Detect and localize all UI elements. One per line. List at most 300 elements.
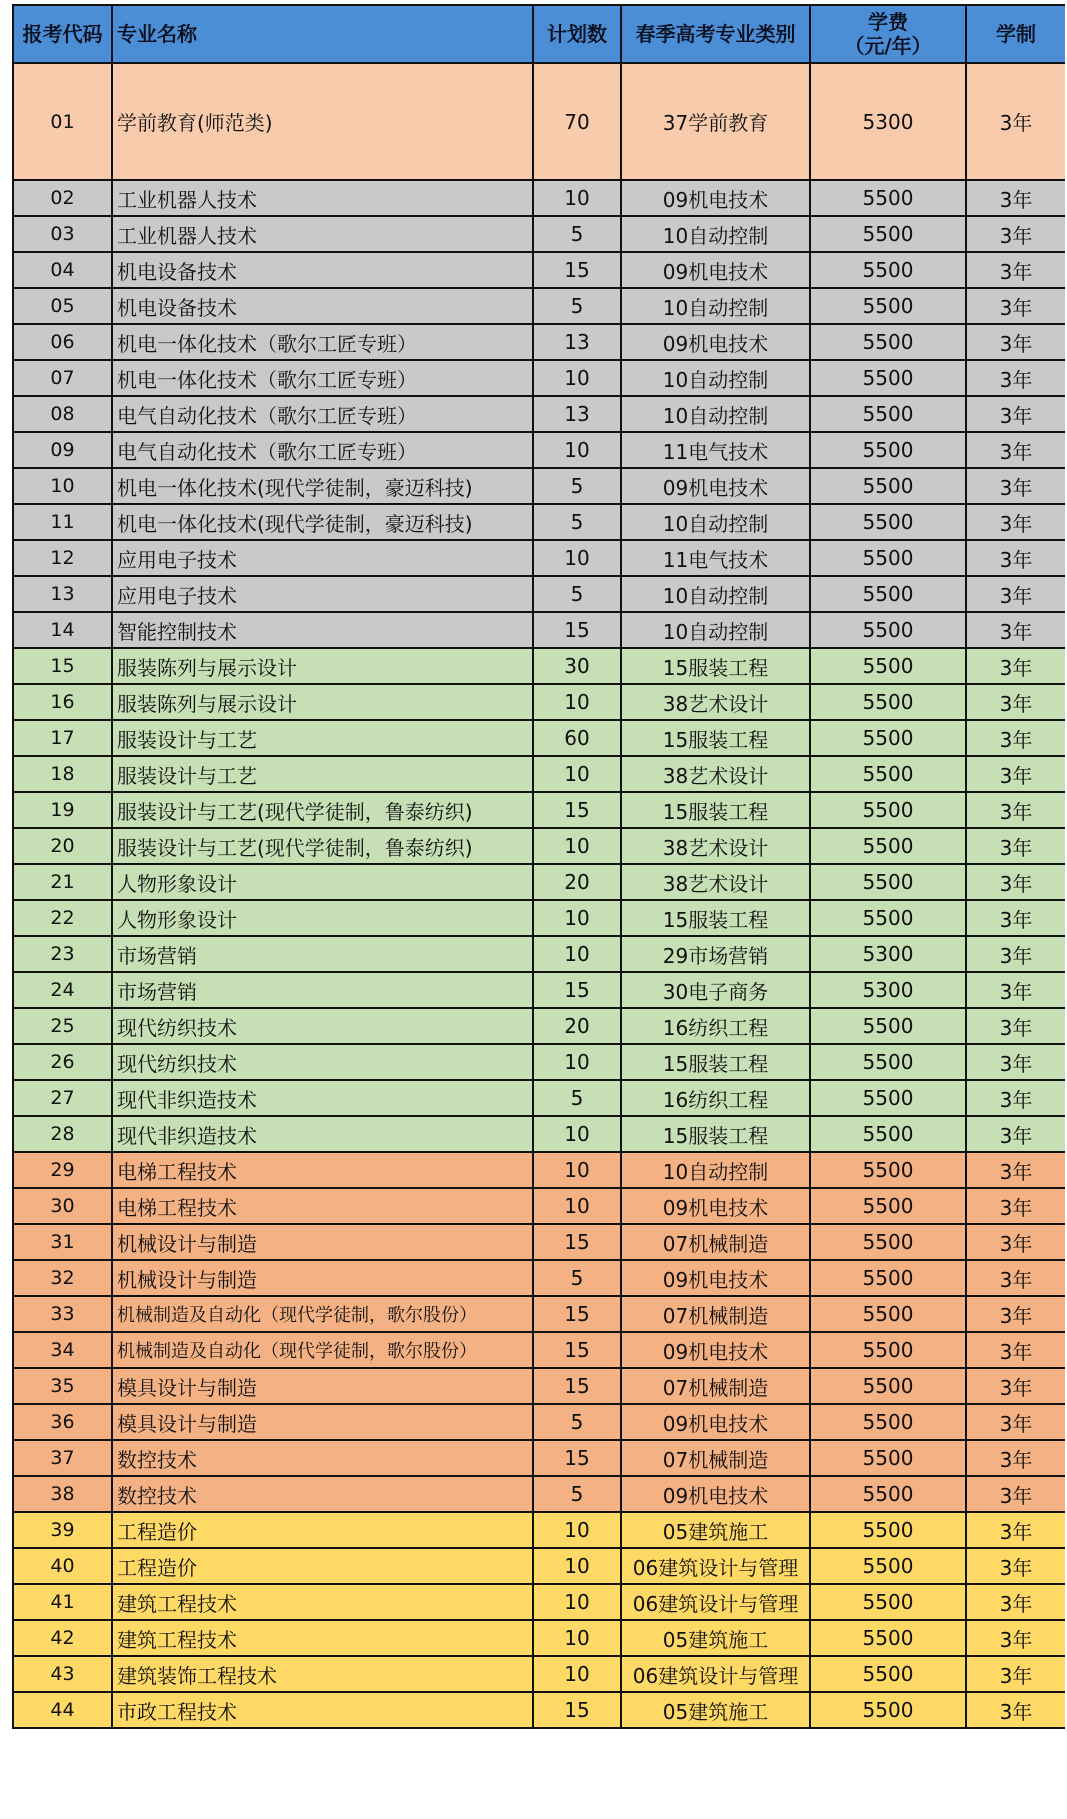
row-plan: 10	[533, 1188, 621, 1224]
row-category: 10自动控制	[621, 396, 810, 432]
row-years: 3年	[966, 1656, 1065, 1692]
row-plan: 13	[533, 396, 621, 432]
row-category: 07机械制造	[621, 1368, 810, 1404]
row-name: 机电一体化技术（歌尔工匠专班）	[112, 360, 533, 396]
row-code: 19	[13, 792, 112, 828]
row-years: 3年	[966, 1368, 1065, 1404]
row-code: 44	[13, 1692, 112, 1728]
row-name: 服装设计与工艺(现代学徒制，鲁泰纺织)	[112, 828, 533, 864]
row-category: 05建筑施工	[621, 1620, 810, 1656]
row-years: 3年	[966, 180, 1065, 216]
row-plan: 5	[533, 468, 621, 504]
row-fee: 5500	[810, 1620, 966, 1656]
row-code: 40	[13, 1548, 112, 1584]
row-plan: 15	[533, 252, 621, 288]
row-name: 服装设计与工艺	[112, 756, 533, 792]
row-category: 09机电技术	[621, 324, 810, 360]
row-years: 3年	[966, 936, 1065, 972]
row-category: 16纺织工程	[621, 1008, 810, 1044]
table-row	[13, 324, 1065, 360]
row-fee: 5500	[810, 1476, 966, 1512]
row-fee: 5500	[810, 1080, 966, 1116]
row-category: 38艺术设计	[621, 828, 810, 864]
row-years: 3年	[966, 1404, 1065, 1440]
row-years: 3年	[966, 1584, 1065, 1620]
row-years: 3年	[966, 1224, 1065, 1260]
row-category: 06建筑设计与管理	[621, 1548, 810, 1584]
row-years: 3年	[966, 612, 1065, 648]
row-code: 36	[13, 1404, 112, 1440]
row-fee: 5500	[810, 1692, 966, 1728]
row-plan: 10	[533, 936, 621, 972]
row-name: 机械制造及自动化（现代学徒制，歌尔股份）	[112, 1332, 533, 1368]
row-years: 3年	[966, 1260, 1065, 1296]
row-fee: 5500	[810, 288, 966, 324]
table-row	[13, 612, 1065, 648]
row-name: 电梯工程技术	[112, 1152, 533, 1188]
row-code: 29	[13, 1152, 112, 1188]
row-fee: 5500	[810, 828, 966, 864]
row-name: 机电一体化技术（歌尔工匠专班）	[112, 324, 533, 360]
row-plan: 10	[533, 828, 621, 864]
row-code: 20	[13, 828, 112, 864]
row-years: 3年	[966, 468, 1065, 504]
row-fee: 5500	[810, 1368, 966, 1404]
row-plan: 5	[533, 1260, 621, 1296]
row-fee: 5300	[810, 972, 966, 1008]
row-category: 10自动控制	[621, 1152, 810, 1188]
row-code: 10	[13, 468, 112, 504]
row-code: 23	[13, 936, 112, 972]
row-code: 13	[13, 576, 112, 612]
row-fee: 5500	[810, 648, 966, 684]
row-code: 08	[13, 396, 112, 432]
row-plan: 10	[533, 360, 621, 396]
row-years: 3年	[966, 1692, 1065, 1728]
enrollment-plan-table	[12, 4, 1065, 1729]
row-code: 30	[13, 1188, 112, 1224]
header-code: 报考代码	[13, 5, 112, 63]
header-plan: 计划数	[533, 5, 621, 63]
row-category: 10自动控制	[621, 612, 810, 648]
row-category: 07机械制造	[621, 1296, 810, 1332]
table-row	[13, 900, 1065, 936]
row-years: 3年	[966, 1080, 1065, 1116]
row-years: 3年	[966, 1548, 1065, 1584]
row-name: 人物形象设计	[112, 900, 533, 936]
table-row	[13, 684, 1065, 720]
row-plan: 10	[533, 1044, 621, 1080]
table-row	[13, 396, 1065, 432]
table-row	[13, 972, 1065, 1008]
row-name: 模具设计与制造	[112, 1404, 533, 1440]
row-plan: 10	[533, 1152, 621, 1188]
table-row	[13, 720, 1065, 756]
row-plan: 20	[533, 864, 621, 900]
row-years: 3年	[966, 1332, 1065, 1368]
row-plan: 60	[533, 720, 621, 756]
row-code: 18	[13, 756, 112, 792]
row-plan: 15	[533, 1692, 621, 1728]
row-plan: 10	[533, 1512, 621, 1548]
row-name: 学前教育(师范类)	[112, 63, 533, 180]
row-code: 05	[13, 288, 112, 324]
row-category: 10自动控制	[621, 288, 810, 324]
row-years: 3年	[966, 1152, 1065, 1188]
row-name: 服装陈列与展示设计	[112, 648, 533, 684]
row-code: 24	[13, 972, 112, 1008]
table-row	[13, 648, 1065, 684]
row-plan: 15	[533, 972, 621, 1008]
row-name: 机械设计与制造	[112, 1224, 533, 1260]
row-plan: 15	[533, 1332, 621, 1368]
row-plan: 5	[533, 1404, 621, 1440]
row-plan: 10	[533, 684, 621, 720]
row-name: 数控技术	[112, 1440, 533, 1476]
row-code: 41	[13, 1584, 112, 1620]
row-category: 15服装工程	[621, 648, 810, 684]
table-row	[13, 828, 1065, 864]
row-name: 市场营销	[112, 972, 533, 1008]
row-category: 09机电技术	[621, 180, 810, 216]
header-fee-line2: （元/年）	[844, 34, 932, 58]
row-name: 应用电子技术	[112, 540, 533, 576]
row-category: 05建筑施工	[621, 1692, 810, 1728]
table-row	[13, 63, 1065, 180]
row-code: 38	[13, 1476, 112, 1512]
row-category: 06建筑设计与管理	[621, 1656, 810, 1692]
row-fee: 5500	[810, 180, 966, 216]
row-code: 04	[13, 252, 112, 288]
row-fee: 5500	[810, 1656, 966, 1692]
header-name: 专业名称	[112, 5, 533, 63]
row-code: 12	[13, 540, 112, 576]
row-fee: 5500	[810, 612, 966, 648]
row-name: 工业机器人技术	[112, 216, 533, 252]
row-years: 3年	[966, 576, 1065, 612]
row-code: 25	[13, 1008, 112, 1044]
row-years: 3年	[966, 792, 1065, 828]
row-plan: 10	[533, 1548, 621, 1584]
row-years: 3年	[966, 396, 1065, 432]
row-years: 3年	[966, 504, 1065, 540]
table-row	[13, 1080, 1065, 1116]
table-row	[13, 216, 1065, 252]
row-plan: 15	[533, 612, 621, 648]
row-fee: 5500	[810, 324, 966, 360]
row-name: 服装设计与工艺	[112, 720, 533, 756]
row-plan: 20	[533, 1008, 621, 1044]
row-category: 16纺织工程	[621, 1080, 810, 1116]
row-category: 05建筑施工	[621, 1512, 810, 1548]
row-name: 服装设计与工艺(现代学徒制，鲁泰纺织)	[112, 792, 533, 828]
row-years: 3年	[966, 1620, 1065, 1656]
table-row	[13, 1512, 1065, 1548]
row-code: 37	[13, 1440, 112, 1476]
row-fee: 5500	[810, 684, 966, 720]
table-row	[13, 1440, 1065, 1476]
row-category: 06建筑设计与管理	[621, 1584, 810, 1620]
table-row	[13, 1620, 1065, 1656]
row-plan: 70	[533, 63, 621, 180]
row-code: 09	[13, 432, 112, 468]
row-fee: 5500	[810, 1296, 966, 1332]
header-row	[13, 5, 1065, 63]
row-fee: 5300	[810, 63, 966, 180]
row-name: 现代非织造技术	[112, 1116, 533, 1152]
row-plan: 5	[533, 216, 621, 252]
header-fee-line1: 学费	[868, 10, 908, 34]
header-fee	[810, 5, 966, 63]
table-row	[13, 504, 1065, 540]
row-fee: 5500	[810, 1440, 966, 1476]
table-row	[13, 1548, 1065, 1584]
row-category: 10自动控制	[621, 216, 810, 252]
row-name: 机电一体化技术(现代学徒制，豪迈科技)	[112, 468, 533, 504]
row-code: 32	[13, 1260, 112, 1296]
table-row	[13, 288, 1065, 324]
row-code: 27	[13, 1080, 112, 1116]
row-years: 3年	[966, 63, 1065, 180]
row-fee: 5500	[810, 1224, 966, 1260]
row-code: 35	[13, 1368, 112, 1404]
row-code: 42	[13, 1620, 112, 1656]
row-category: 10自动控制	[621, 576, 810, 612]
row-name: 机电设备技术	[112, 288, 533, 324]
table-row	[13, 540, 1065, 576]
row-name: 智能控制技术	[112, 612, 533, 648]
row-category: 30电子商务	[621, 972, 810, 1008]
row-code: 21	[13, 864, 112, 900]
row-plan: 15	[533, 1296, 621, 1332]
row-fee: 5500	[810, 1332, 966, 1368]
header-category: 春季高考专业类别	[621, 5, 810, 63]
row-name: 现代纺织技术	[112, 1008, 533, 1044]
row-name: 数控技术	[112, 1476, 533, 1512]
row-name: 机械制造及自动化（现代学徒制，歌尔股份）	[112, 1296, 533, 1332]
row-years: 3年	[966, 828, 1065, 864]
row-category: 09机电技术	[621, 1404, 810, 1440]
row-category: 38艺术设计	[621, 756, 810, 792]
row-name: 工程造价	[112, 1548, 533, 1584]
table-row	[13, 792, 1065, 828]
table-row	[13, 1260, 1065, 1296]
row-years: 3年	[966, 900, 1065, 936]
row-name: 建筑工程技术	[112, 1620, 533, 1656]
row-fee: 5500	[810, 1404, 966, 1440]
row-fee: 5500	[810, 216, 966, 252]
row-plan: 10	[533, 540, 621, 576]
row-name: 机械设计与制造	[112, 1260, 533, 1296]
row-fee: 5500	[810, 900, 966, 936]
table-row	[13, 936, 1065, 972]
row-category: 09机电技术	[621, 1188, 810, 1224]
row-code: 17	[13, 720, 112, 756]
row-category: 15服装工程	[621, 1044, 810, 1080]
row-years: 3年	[966, 324, 1065, 360]
row-code: 34	[13, 1332, 112, 1368]
row-category: 07机械制造	[621, 1440, 810, 1476]
table-row	[13, 180, 1065, 216]
row-years: 3年	[966, 648, 1065, 684]
row-years: 3年	[966, 1044, 1065, 1080]
row-name: 模具设计与制造	[112, 1368, 533, 1404]
row-name: 电气自动化技术（歌尔工匠专班）	[112, 432, 533, 468]
row-code: 22	[13, 900, 112, 936]
row-plan: 13	[533, 324, 621, 360]
row-plan: 15	[533, 792, 621, 828]
table-row	[13, 756, 1065, 792]
table-row	[13, 1332, 1065, 1368]
row-years: 3年	[966, 1476, 1065, 1512]
table-row	[13, 1368, 1065, 1404]
row-years: 3年	[966, 720, 1065, 756]
table-row	[13, 1008, 1065, 1044]
row-category: 09机电技术	[621, 468, 810, 504]
row-name: 市政工程技术	[112, 1692, 533, 1728]
row-code: 39	[13, 1512, 112, 1548]
table-row	[13, 360, 1065, 396]
row-code: 06	[13, 324, 112, 360]
row-years: 3年	[966, 216, 1065, 252]
row-code: 01	[13, 63, 112, 180]
row-plan: 5	[533, 504, 621, 540]
row-name: 市场营销	[112, 936, 533, 972]
row-fee: 5500	[810, 1584, 966, 1620]
row-years: 3年	[966, 288, 1065, 324]
row-code: 11	[13, 504, 112, 540]
row-fee: 5500	[810, 396, 966, 432]
row-code: 02	[13, 180, 112, 216]
row-code: 33	[13, 1296, 112, 1332]
row-fee: 5500	[810, 1512, 966, 1548]
row-category: 10自动控制	[621, 504, 810, 540]
table-row	[13, 432, 1065, 468]
table-row	[13, 1584, 1065, 1620]
row-years: 3年	[966, 1188, 1065, 1224]
row-fee: 5500	[810, 540, 966, 576]
row-code: 03	[13, 216, 112, 252]
row-years: 3年	[966, 1116, 1065, 1152]
row-years: 3年	[966, 972, 1065, 1008]
row-name: 现代纺织技术	[112, 1044, 533, 1080]
row-years: 3年	[966, 1512, 1065, 1548]
row-fee: 5500	[810, 1116, 966, 1152]
row-category: 38艺术设计	[621, 864, 810, 900]
row-plan: 5	[533, 1476, 621, 1512]
row-plan: 30	[533, 648, 621, 684]
row-plan: 10	[533, 900, 621, 936]
row-category: 11电气技术	[621, 540, 810, 576]
row-category: 38艺术设计	[621, 684, 810, 720]
row-name: 服装陈列与展示设计	[112, 684, 533, 720]
row-category: 10自动控制	[621, 360, 810, 396]
row-years: 3年	[966, 1008, 1065, 1044]
row-fee: 5500	[810, 576, 966, 612]
row-category: 15服装工程	[621, 720, 810, 756]
table-row	[13, 1476, 1065, 1512]
row-plan: 15	[533, 1224, 621, 1260]
row-years: 3年	[966, 540, 1065, 576]
table-row	[13, 1404, 1065, 1440]
row-category: 09机电技术	[621, 1332, 810, 1368]
row-fee: 5500	[810, 720, 966, 756]
row-fee: 5500	[810, 1152, 966, 1188]
row-years: 3年	[966, 756, 1065, 792]
row-plan: 10	[533, 1584, 621, 1620]
row-plan: 10	[533, 1116, 621, 1152]
row-plan: 10	[533, 180, 621, 216]
row-name: 现代非织造技术	[112, 1080, 533, 1116]
row-code: 16	[13, 684, 112, 720]
table-body	[13, 63, 1065, 1728]
row-years: 3年	[966, 684, 1065, 720]
row-name: 电梯工程技术	[112, 1188, 533, 1224]
row-fee: 5500	[810, 432, 966, 468]
row-code: 26	[13, 1044, 112, 1080]
row-category: 11电气技术	[621, 432, 810, 468]
table-row	[13, 1116, 1065, 1152]
row-code: 14	[13, 612, 112, 648]
row-plan: 15	[533, 1368, 621, 1404]
table-row	[13, 576, 1065, 612]
row-code: 15	[13, 648, 112, 684]
table-row	[13, 1188, 1065, 1224]
row-category: 09机电技术	[621, 252, 810, 288]
row-category: 29市场营销	[621, 936, 810, 972]
row-plan: 10	[533, 432, 621, 468]
row-plan: 5	[533, 1080, 621, 1116]
row-name: 应用电子技术	[112, 576, 533, 612]
row-code: 31	[13, 1224, 112, 1260]
row-name: 建筑装饰工程技术	[112, 1656, 533, 1692]
row-fee: 5500	[810, 1260, 966, 1296]
row-name: 机电设备技术	[112, 252, 533, 288]
table-row	[13, 864, 1065, 900]
row-fee: 5300	[810, 936, 966, 972]
row-category: 09机电技术	[621, 1476, 810, 1512]
row-fee: 5500	[810, 504, 966, 540]
row-category: 15服装工程	[621, 1116, 810, 1152]
row-years: 3年	[966, 252, 1065, 288]
row-code: 28	[13, 1116, 112, 1152]
row-years: 3年	[966, 1296, 1065, 1332]
row-fee: 5500	[810, 468, 966, 504]
row-category: 09机电技术	[621, 1260, 810, 1296]
row-category: 15服装工程	[621, 900, 810, 936]
row-category: 37学前教育	[621, 63, 810, 180]
row-fee: 5500	[810, 1548, 966, 1584]
table-row	[13, 1152, 1065, 1188]
row-name: 建筑工程技术	[112, 1584, 533, 1620]
row-code: 07	[13, 360, 112, 396]
header-years: 学制	[966, 5, 1065, 63]
row-name: 人物形象设计	[112, 864, 533, 900]
row-fee: 5500	[810, 1188, 966, 1224]
row-code: 43	[13, 1656, 112, 1692]
row-plan: 10	[533, 1656, 621, 1692]
table-row	[13, 1656, 1065, 1692]
row-plan: 5	[533, 288, 621, 324]
table-row	[13, 252, 1065, 288]
row-category: 07机械制造	[621, 1224, 810, 1260]
row-name: 工程造价	[112, 1512, 533, 1548]
row-fee: 5500	[810, 864, 966, 900]
row-years: 3年	[966, 864, 1065, 900]
row-fee: 5500	[810, 756, 966, 792]
row-fee: 5500	[810, 792, 966, 828]
table-row	[13, 1224, 1065, 1260]
